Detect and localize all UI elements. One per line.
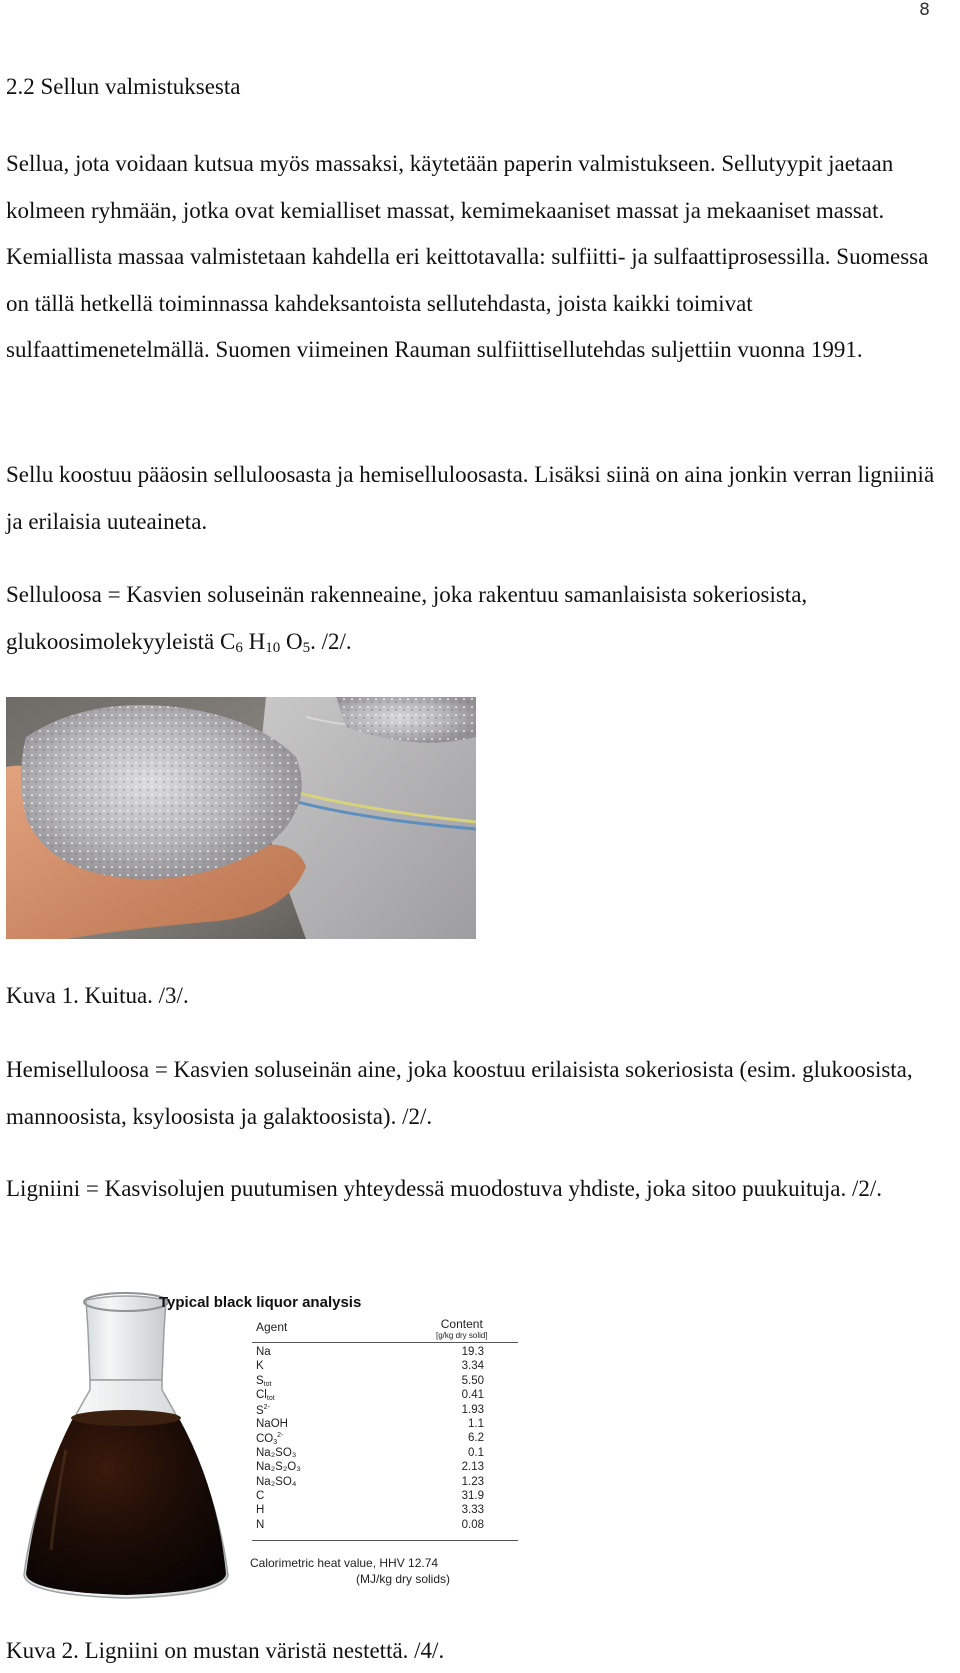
table-row: [252, 1519, 518, 1533]
table-rule-bottom: [252, 1540, 518, 1541]
paragraph-pulp-types: Sellua, jota voidaan kutsua myös massaksi, käytetään paperin valmistukseen. Sellutyypit jaetaan kolmeen ryhmään, jotka ovat kemialliset massat, kemimekaaniset massat ja mekaaniset massat. Kemiallista massaa valmistetaan kahdella eri keittotavalla: sulfiitti- ja sulfaattiprosessilla. Suomessa on tällä hetkellä toiminnassa kahdeksantoista sellutehdasta, joista kaikki toimivat sulfaattimenetelmällä. Suomen viimeinen Rauman sulfiittisellutehdas suljettiin vuonna 1991.: [6, 151, 929, 362]
analysis-table: [252, 1346, 518, 1533]
table-row: [252, 1418, 518, 1432]
heat-value-label: Calorimetric heat value, HHV 12.74: [250, 1556, 439, 1570]
heat-value-unit: (MJ/kg dry solids): [356, 1572, 451, 1586]
row-value: 2.13: [461, 1461, 484, 1474]
table-row: [252, 1346, 518, 1360]
paragraph-pulp-composition: Sellu koostuu pääosin selluloosasta ja hemiselluloosasta. Lisäksi siinä on aina jonkin verran ligniiniä ja erilaisia uuteaineta.: [6, 462, 935, 534]
row-agent: $S^{2-}$: [256, 1403, 270, 1417]
row-agent: K: [256, 1360, 264, 1373]
row-value: 0.41: [461, 1389, 484, 1402]
section-heading: 2.2 Sellun valmistuksesta: [6, 74, 241, 99]
row-value: 1.1: [468, 1417, 484, 1430]
row-agent: H: [256, 1504, 265, 1517]
row-agent: $Cl_{tot}$: [256, 1389, 275, 1403]
table-row: [252, 1504, 518, 1518]
row-value: 1.93: [461, 1403, 484, 1416]
row-value: 0.08: [461, 1518, 484, 1531]
table-row: [252, 1360, 518, 1374]
row-agent: NaOH: [256, 1417, 288, 1430]
row-value: 5.50: [461, 1374, 484, 1387]
table-rule-top: [252, 1342, 518, 1343]
paragraph-lignin: Ligniini = Kasvisolujen puutumisen yhteydessä muodostuva yhdiste, joka sitoo puukuituja. /2/.: [6, 1176, 883, 1201]
table-row: [252, 1461, 518, 1475]
table-row: [252, 1389, 518, 1403]
table-row: [252, 1404, 518, 1418]
flask-illustration: [6, 1290, 256, 1602]
table-row: [252, 1447, 518, 1461]
row-value: 19.3: [461, 1346, 484, 1358]
fiber-photo: [6, 697, 476, 939]
table-row: [252, 1476, 518, 1490]
row-agent: N: [256, 1518, 265, 1531]
black-liquor-figure: [6, 1290, 518, 1602]
paragraph-cellulose: Selluloosa = Kasvien soluseinän rakenneaine, joka rakentuu samanlaisista sokeriosista, glukoosimolekyyleistä $C_6$ $H_{10}$ $O_5$. /2/.: [6, 582, 808, 656]
row-agent: Na₂SO₄: [256, 1475, 297, 1488]
row-agent: $S_{tot}$: [256, 1374, 272, 1388]
paragraph-hemicellulose: Hemiselluloosa = Kasvien soluseinän aine, joka koostuu erilaisista sokeriosista (esim. glukoosista, mannoosista, ksyloosista ja galaktoosista). /2/.: [6, 1057, 913, 1129]
row-value: 3.33: [461, 1504, 484, 1517]
row-agent: Na₂SO₃: [256, 1446, 297, 1459]
row-value: 6.2: [468, 1432, 484, 1445]
table-row: [252, 1490, 518, 1504]
column-header-agent: Agent: [256, 1320, 288, 1334]
row-value: 0.1: [468, 1446, 484, 1459]
row-agent: Na₂S₂O₃: [256, 1461, 301, 1474]
figure-caption-2: Kuva 2. Ligniini on mustan väristä nestettä. /4/.: [6, 1638, 445, 1663]
table-row: [252, 1432, 518, 1446]
column-unit: [g/kg dry solid]: [436, 1331, 488, 1340]
table-row: [252, 1375, 518, 1389]
row-value: 3.34: [461, 1360, 484, 1373]
row-agent: Na: [256, 1346, 271, 1358]
page-number: 8: [919, 0, 930, 20]
row-agent: C: [256, 1489, 265, 1502]
column-header-content: Content [g/kg dry solid]: [436, 1317, 488, 1340]
row-value: 1.23: [461, 1475, 484, 1488]
figure-caption-1: Kuva 1. Kuitua. /3/.: [6, 983, 189, 1008]
table-title: Typical black liquor analysis: [159, 1294, 362, 1311]
row-agent: $CO_3^{2-}$: [256, 1432, 284, 1447]
row-value: 31.9: [461, 1489, 484, 1502]
